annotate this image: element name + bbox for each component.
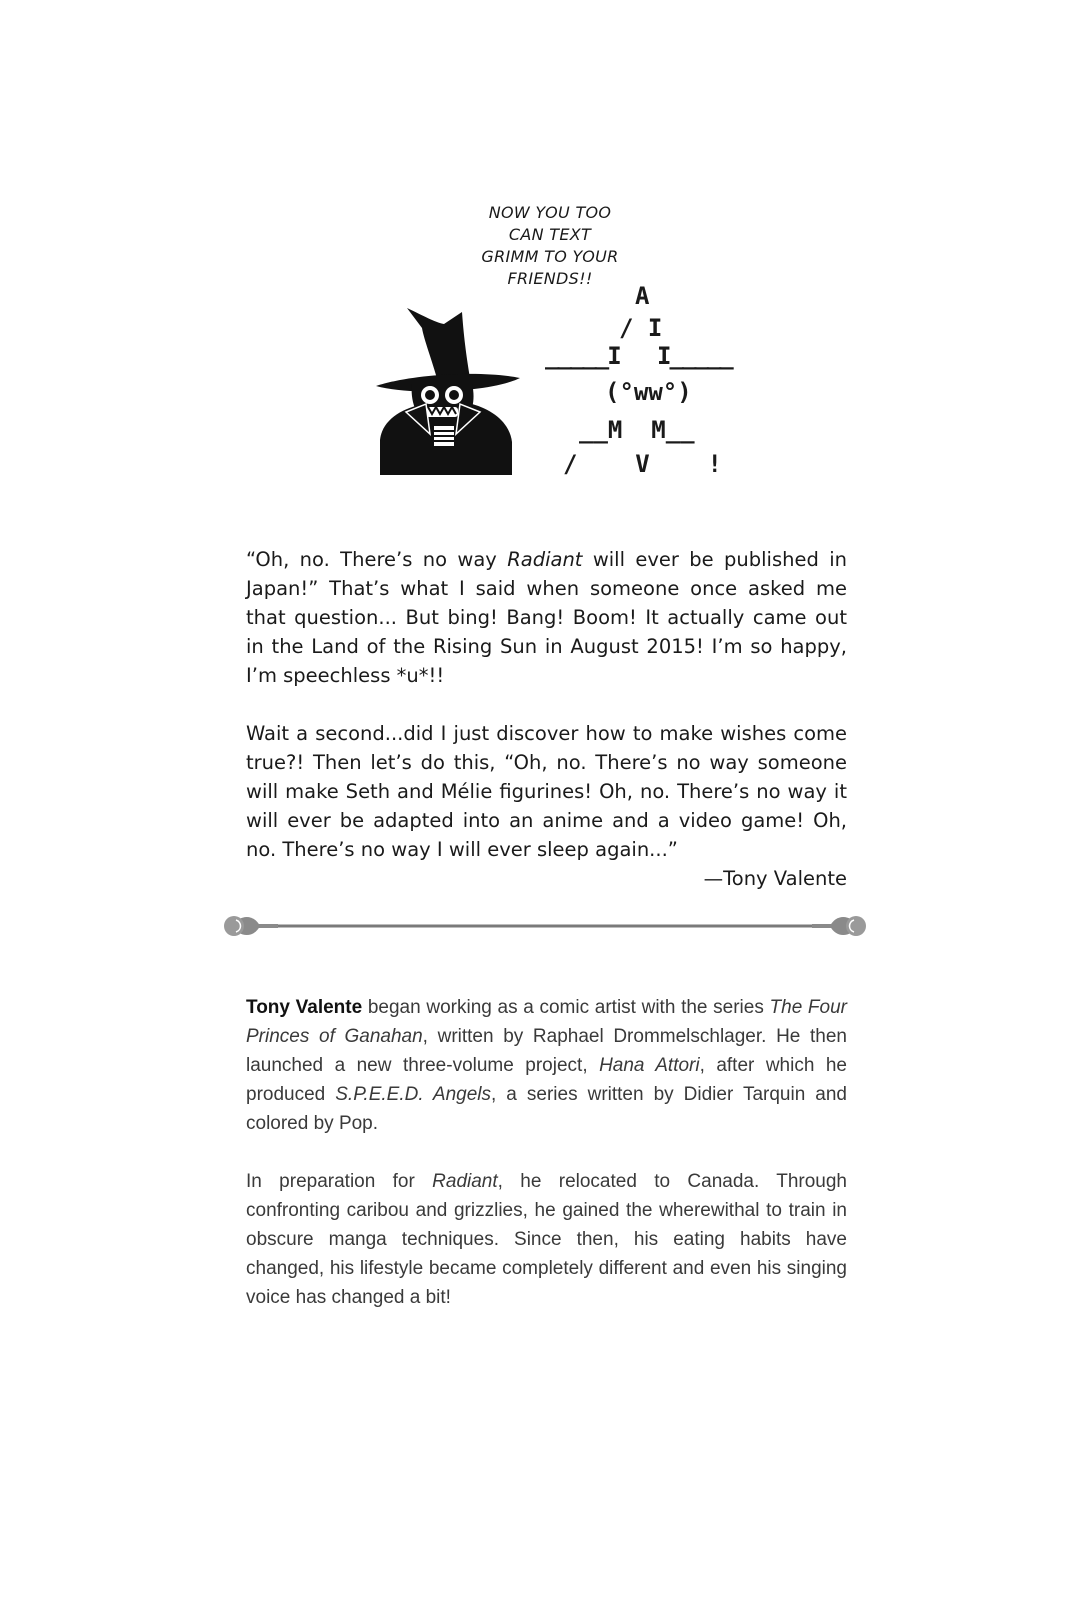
ascii-art-grimm (545, 282, 745, 492)
quote-signature: —Tony Valente (703, 867, 847, 890)
wizard-character-illustration (372, 300, 522, 475)
ascii-line: (°ww°) (605, 378, 692, 406)
ornamental-divider (218, 908, 872, 944)
speech-bubble-text (470, 202, 630, 290)
quote-paragraph: Wait a second...did I just discover how to make wishes come true?! Then let’s do this, “Oh, no. There’s no way someone will make Seth and Mélie figurines! Oh, no. There’s no way it will ever be adapted into an anime and a video game! Oh, no. There’s no way I will ever sleep again...” (246, 722, 847, 861)
speech-line: NOW YOU TOO (488, 203, 612, 222)
ascii-line: / I (619, 314, 663, 342)
author-biography (246, 993, 847, 1341)
quote-paragraph: “Oh, no. There’s no way Radiant will ever be published in Japan!” That’s what I said when someone once asked me that question... But bing! Bang! Boom! It actually came out in the Land of the Rising Sun in August 2015! I’m so happy, I’m speechless *u*!! (246, 548, 847, 687)
ascii-line: A (635, 282, 650, 310)
ascii-line: / V ! (563, 450, 722, 478)
author-quote (246, 545, 847, 893)
speech-line: CAN TEXT (508, 225, 592, 244)
bio-paragraph: In preparation for Radiant, he relocated to Canada. Through confronting caribou and grizzlies, he gained the wherewithal to train in obscure manga techniques. Since then, his eating habits have changed, his lifestyle became completely different and even his singing voice has changed a bit! (246, 1171, 848, 1308)
speech-line: FRIENDS!! (507, 269, 593, 288)
ascii-line: __M M__ (579, 416, 695, 444)
bio-paragraph: Tony Valente began working as a comic artist with the series The Four Princes of Ganahan, written by Raphael Drommelschlager. He then launched a new three-volume project, Hana Attori, after which he produced S.P.E.E.D. Angels, a series written by Didier Tarquin and colored by Pop. (246, 997, 847, 1134)
ascii-line: _____I I_____ (545, 342, 732, 370)
speech-line: GRIMM TO YOUR (481, 247, 619, 266)
